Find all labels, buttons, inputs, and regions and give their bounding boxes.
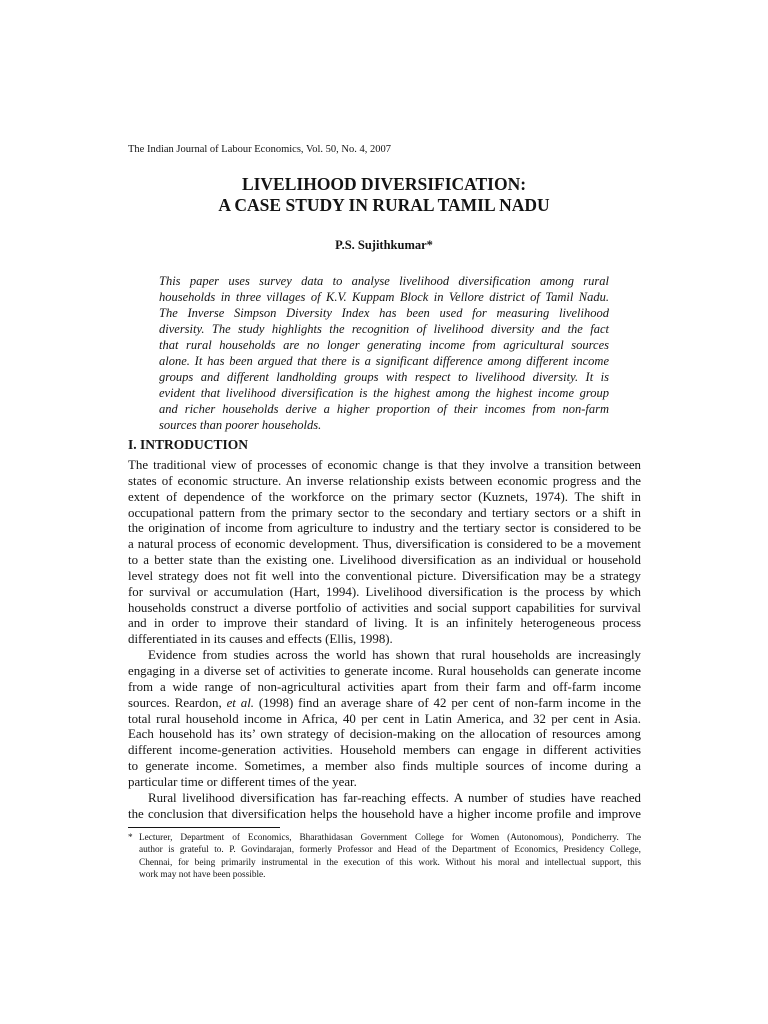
- footnote-line: [128, 832, 641, 844]
- paper-title-line-2: A CASE STUDY IN RURAL TAMIL NADU: [218, 195, 550, 215]
- abstract-line: evident that livelihood diversification is the highest among the highest income group: [159, 386, 609, 400]
- body-line: level strategy does not fit well into the conventional picture. Diversification may be a strategy: [128, 568, 641, 583]
- body-line: and in order to improve their standard of living. It is an infinitely heterogeneous process: [128, 616, 641, 631]
- body-line: total rural household income in Africa, 40 per cent in Latin America, and 32 per cent in Asia.: [128, 711, 641, 726]
- body-line: occupational pattern from the primary sector to the secondary and tertiary sectors or a shift in: [128, 505, 641, 520]
- footnote-line: author is grateful to. P. Govindarajan, formerly Professor and Head of the Department of Economics, Presidency College,: [139, 845, 641, 856]
- body-line: extent of dependence of the workforce on the primary sector (Kuznets, 1974). The shift in: [128, 489, 641, 504]
- body-line: particular time or different times of the year.: [128, 774, 357, 789]
- body-line: Rural livelihood diversification has far-reaching effects. A number of studies have reached: [148, 790, 641, 805]
- body-line: from a wide range of non-agricultural activities apart from their farm and off-farm income: [128, 679, 641, 694]
- body-line: households construct a diverse portfolio of activities and social support capabilities for survival: [128, 600, 641, 615]
- body-line: the origination of income from agriculture to industry and the tertiary sector is considered to be: [128, 521, 641, 536]
- footnote: [128, 832, 641, 881]
- body-line: for survival or accumulation (Hart, 1994). Livelihood diversification is the process by which: [128, 584, 641, 599]
- abstract-line: This paper uses survey data to analyse livelihood diversification among rural: [159, 274, 609, 288]
- et-al-italic: et al.: [226, 695, 255, 710]
- abstract-line: sources than poorer households.: [159, 418, 322, 432]
- abstract-line: groups and different landholding groups with respect to livelihood diversity. It is: [159, 370, 609, 384]
- body-line: the conclusion that diversification helps the household have a higher income profile and improve: [128, 806, 641, 821]
- abstract-line: alone. It has been argued that there is a significant difference among different income: [159, 354, 609, 368]
- footnote-line-text: Lecturer, Department of Economics, Bharathidasan Government College for Women (Autonomous), Pondicherry. The: [139, 833, 641, 843]
- abstract: [159, 273, 609, 433]
- author-name: P.S. Sujithkumar*: [335, 238, 433, 252]
- abstract-line: diversity. The study highlights the recognition of livelihood diversity and the fact: [159, 322, 609, 336]
- body-line: Each household has its’ own strategy of decision-making on the allocation of resources among: [128, 727, 641, 742]
- abstract-line: and richer households derive a higher proportion of their incomes from non-farm: [159, 402, 609, 416]
- body-line: to generate income. Sometimes, a member also finds multiple sources of income during a: [128, 759, 641, 774]
- abstract-line: that rural households are no longer generating income from agricultural sources: [159, 338, 609, 352]
- footnote-line: work may not have been possible.: [139, 869, 266, 880]
- body-line: differentiated in its causes and effects (Ellis, 1998).: [128, 632, 393, 647]
- body-line: states of economic structure. An inverse relationship exists between economic progress and the: [128, 473, 641, 488]
- body-line: The traditional view of processes of economic change is that they involve a transition between: [128, 458, 641, 472]
- abstract-line: households in three villages of K.V. Kuppam Block in Vellore district of Tamil Nadu.: [159, 290, 609, 304]
- body-line: Evidence from studies across the world has shown that rural households are increasingly: [148, 648, 641, 663]
- body-line: sources. Reardon, et al. (1998) find an average share of 42 per cent of non-farm income in the: [128, 695, 641, 710]
- section-heading-introduction: I. INTRODUCTION: [128, 437, 249, 452]
- body-text: [128, 458, 641, 822]
- journal-header: The Indian Journal of Labour Economics, Vol. 50, No. 4, 2007: [128, 144, 391, 155]
- paper-title-line-1: LIVELIHOOD DIVERSIFICATION:: [241, 174, 527, 194]
- body-line: engaging in a diverse set of activities to generate income. Rural households can generate income: [128, 663, 641, 678]
- footnote-marker: *: [128, 833, 133, 843]
- footnote-rule: [128, 827, 280, 828]
- footnote-line: Chennai, for being primarily instrumental in the execution of this work. Without his moral and intellectual support, this: [139, 857, 641, 868]
- body-line: different income-generation activities. Household members can engage in different activities: [128, 743, 641, 758]
- body-line: a natural process of economic development. Thus, diversification is considered to be a movement: [128, 537, 641, 552]
- abstract-line: The Inverse Simpson Diversity Index has been used for measuring livelihood: [159, 306, 609, 320]
- body-line: to a better state than the existing one. Livelihood diversification as an individual or household: [128, 553, 641, 568]
